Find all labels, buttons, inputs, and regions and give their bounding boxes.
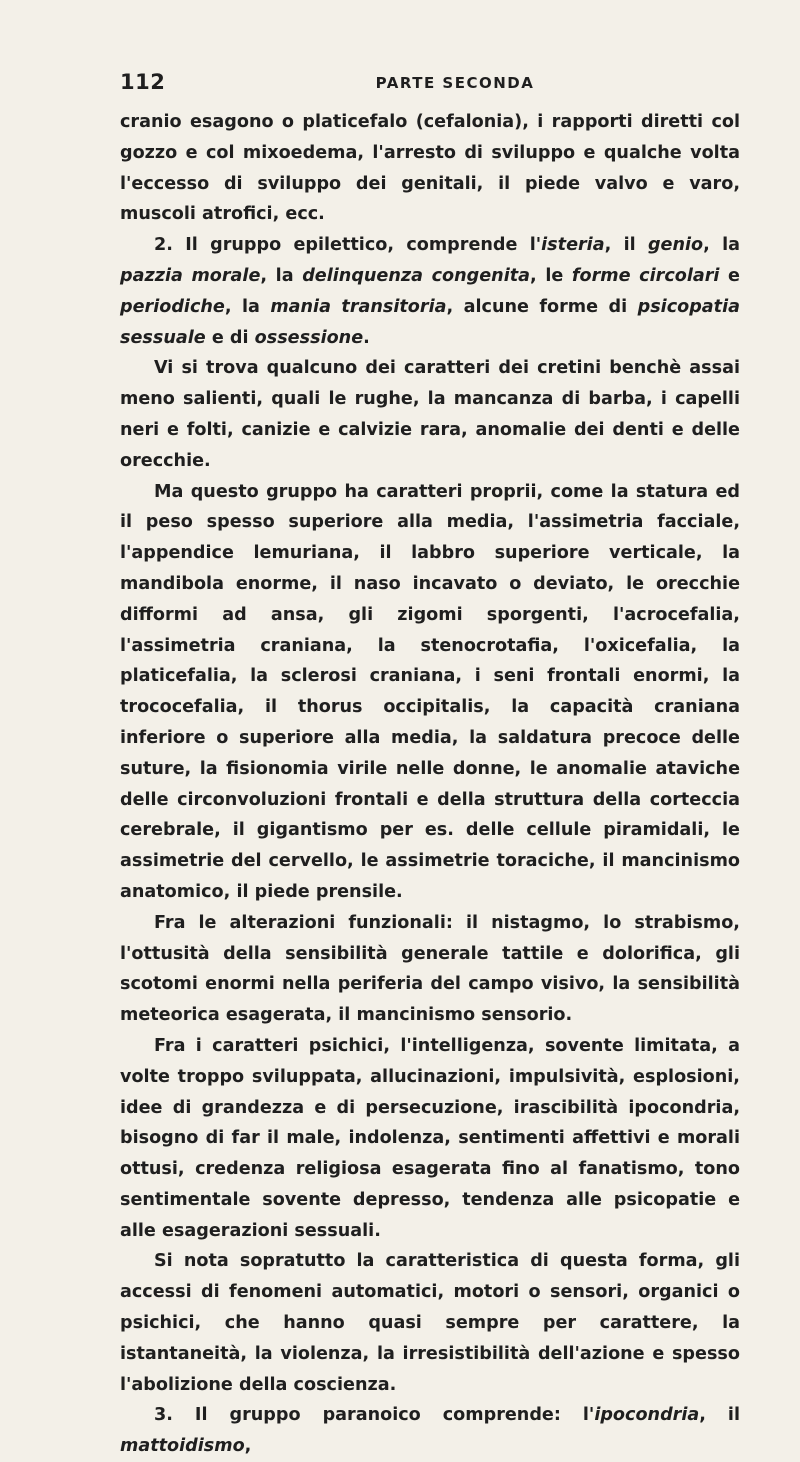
text-run: 2. Il gruppo epilettico, comprende l' xyxy=(154,235,542,256)
text-run: , alcune forme di xyxy=(446,296,638,317)
page-header xyxy=(120,58,740,94)
italic-term: mania transitoria xyxy=(270,296,447,317)
italic-term: psicopatia sessuale xyxy=(120,296,740,348)
italic-term: delinquenza congenita xyxy=(302,265,531,286)
paragraph-epileptic-group xyxy=(120,230,740,353)
italic-term: periodiche xyxy=(120,296,225,317)
text-run: e xyxy=(719,265,740,286)
paragraph-psychic-traits: Fra i caratteri psichici, l'intelligenza, sovente limitata, a volte troppo sviluppata, allucinazioni, impulsività, esplosioni, idee di grandezza e di persecuzione, irascibilità ipocondria, bisogno di far il male, indolenza, sentimenti affettivi e morali ottusi, credenza religiosa esagerata fino al fanatismo, tono sentimentale sovente depresso, tendenza alle psicopatie e alle esagerazioni sessuali. xyxy=(120,1035,740,1241)
paragraph-continuation: cranio esagono o platicefalo (cefalonia), i rapporti diretti col gozzo e col mixoedema, l'arresto di sviluppo e qualche volta l'eccesso di sviluppo dei genitali, il piede valvo e varo, muscoli atrofici, ecc. xyxy=(120,112,740,225)
italic-term: mattoidismo xyxy=(120,1436,245,1457)
italic-term: forme circolari xyxy=(571,265,720,286)
text-run: 3. Il gruppo paranoico comprende: l' xyxy=(154,1405,595,1426)
italic-term: isteria xyxy=(541,235,605,256)
italic-term: ossessione xyxy=(254,327,364,348)
text-run: , la xyxy=(224,296,271,317)
italic-term: genio xyxy=(647,235,704,256)
page-number: 112 xyxy=(120,70,166,94)
running-head: PARTE SECONDA xyxy=(375,74,535,92)
body-text xyxy=(120,107,740,1462)
text-run: , il xyxy=(604,235,648,256)
italic-term: ipocondria xyxy=(594,1405,700,1426)
paragraph-functional-alterations: Fra le alterazioni funzionali: il nistagmo, lo strabismo, l'ottusità della sensibilità generale tattile e dolorifica, gli scotomi enormi nella periferia del campo visivo, la sensibilità meteorica esagerata, il mancinismo sensorio. xyxy=(120,912,740,1026)
paragraph-own-traits: Ma questo gruppo ha caratteri proprii, come la statura ed il peso spesso superiore alla media, l'assimetria facciale, l'appendice lemuriana, il labbro superiore verticale, la mandibola enorme, il naso incavato o deviato, le orecchie difformi ad ansa, gli zigomi sporgenti, l'acrocefalia, l'assimetria craniana, la stenocrotafia, l'oxicefalia, la platicefalia, la sclerosi craniana, i seni frontali enormi, la trococefalia, il thorus occipitalis, la capacità craniana inferiore o superiore alla media, la saldatura precoce delle suture, la fisionomia virile nelle donne, le anomalie ataviche delle circonvoluzioni frontali e della struttura della corteccia cerebrale, il gigantismo per es. delle cellule piramidali, le assimetrie del cervello, le assimetrie toraciche, il mancinismo anatomico, il piede prensile. xyxy=(120,481,740,902)
paragraph-characteristic: Si nota sopratutto la caratteristica di questa forma, gli accessi di fenomeni automatici, motori o sensori, organici o psichici, che hanno quasi sempre per carattere, la istantaneità, la violenza, la irresistibilità dell'azione e spesso l'abolizione della coscienza. xyxy=(120,1251,740,1395)
text-run: e di xyxy=(205,327,255,348)
text-run: , la xyxy=(703,235,740,256)
text-run: , la xyxy=(260,265,303,286)
italic-term: pazzia morale xyxy=(120,265,261,286)
text-run: , il xyxy=(699,1405,740,1426)
text-run: , xyxy=(244,1436,252,1457)
paragraph-paranoid-group xyxy=(120,1400,740,1462)
paragraph-cretin-traits: Vi si trova qualcuno dei caratteri dei cretini benchè assai meno salienti, quali le rughe, la mancanza di barba, i capelli neri e folti, canizie e calvizie rara, anomalie dei denti e delle orecchie. xyxy=(120,358,740,471)
text-run: . xyxy=(363,327,370,348)
text-run: , le xyxy=(530,265,572,286)
